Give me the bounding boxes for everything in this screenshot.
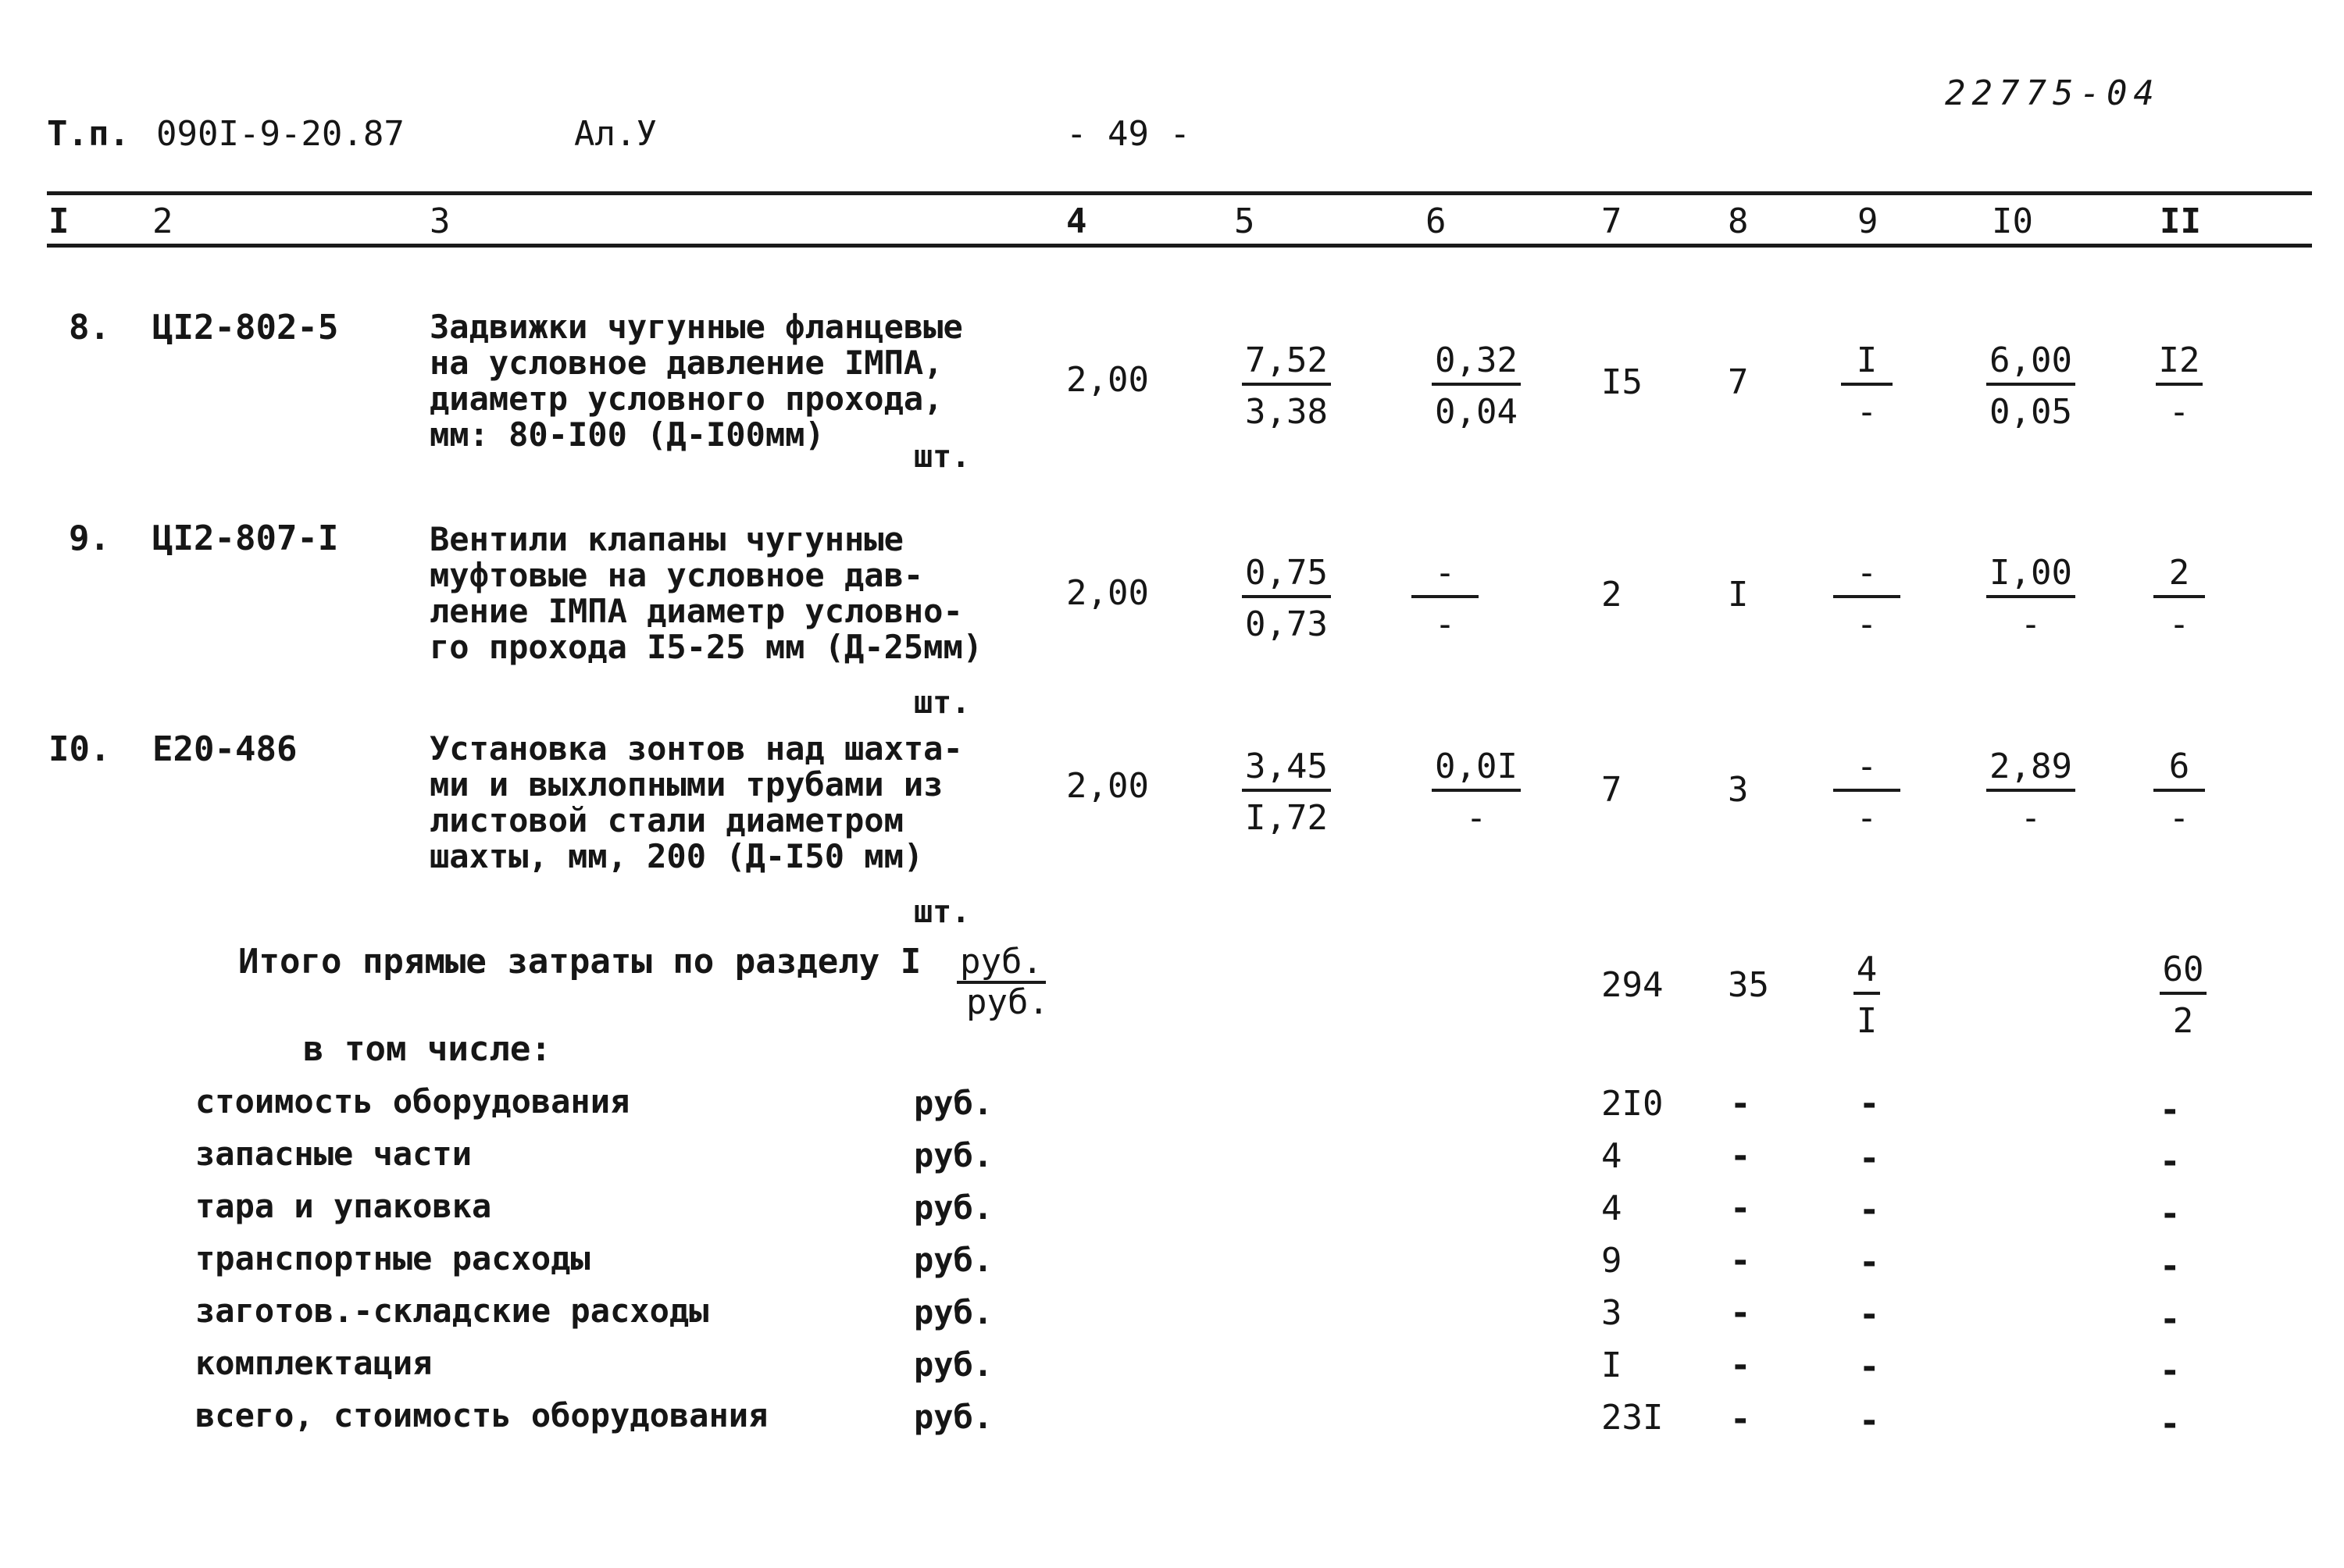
- row-9-col5-top: 0,75: [1242, 556, 1331, 598]
- breakdown-col9-spare-parts: -: [1859, 1139, 1880, 1178]
- row-8-col9-top: I: [1841, 344, 1893, 386]
- breakdown-col8-completing: -: [1730, 1345, 1751, 1385]
- total-col9-bottom: I: [1856, 1001, 1878, 1041]
- col-header-4: 4: [1066, 201, 1087, 241]
- row-8-col5-bottom: 3,38: [1245, 392, 1328, 432]
- breakdown-label-packaging: тара и упаковка: [195, 1187, 492, 1225]
- col-header-3: 3: [430, 201, 451, 241]
- row-8-col10-bottom: 0,05: [1989, 392, 2072, 432]
- breakdown-col11-completing: -: [2160, 1351, 2181, 1391]
- row-9-description: Вентили клапаны чугунные муфтовые на условное дав- ление IМПА диаметр условно- го прохода I5-25 мм (Д-25мм): [430, 520, 983, 666]
- row-9-col10-top: I,00: [1986, 556, 2075, 598]
- breakdown-col11-warehouse: -: [2160, 1299, 2181, 1339]
- breakdown-col7-packaging: 4: [1601, 1188, 1622, 1228]
- row-10-col11: [2140, 747, 2218, 838]
- row-10-col10: [1968, 747, 2093, 838]
- total-col9: [1843, 950, 1890, 1041]
- total-unit: [957, 942, 1058, 1022]
- row-9-col11: [2140, 553, 2218, 644]
- col-header-7: 7: [1601, 201, 1622, 241]
- breakdown-unit-transport: руб.: [914, 1241, 994, 1279]
- archive-number: 22775-04: [1945, 73, 2160, 113]
- row-9-col5: [1228, 553, 1345, 644]
- breakdown-col11-transport: -: [2160, 1246, 2181, 1286]
- breakdown-col7-warehouse: 3: [1601, 1293, 1622, 1333]
- including-label: в том числе:: [303, 1029, 551, 1069]
- breakdown-col8-packaging: -: [1730, 1188, 1751, 1228]
- total-col11-bottom: 2: [2172, 1001, 2194, 1041]
- row-9-col6-top: -: [1411, 556, 1479, 598]
- page-number: - 49 -: [1066, 114, 1190, 154]
- row-9-number: 9.: [69, 519, 110, 558]
- row-10-number: I0.: [48, 729, 111, 769]
- row-8-col11-top: I2: [2156, 344, 2203, 386]
- row-8-col5: [1228, 340, 1345, 432]
- col-header-6: 6: [1425, 201, 1447, 241]
- row-8-description: Задвижки чугунные фланцевые на условное давление IМПА, диаметр условного прохода, мм: 80-I00 (Д-I00мм): [430, 308, 963, 454]
- row-9-col6-bottom: -: [1434, 604, 1456, 644]
- breakdown-col7-completing: I: [1601, 1345, 1622, 1385]
- row-8-unit: шт.: [914, 439, 971, 475]
- row-8-col11: [2140, 340, 2218, 432]
- col-header-2: 2: [152, 201, 173, 241]
- row-10-col11-top: 6: [2153, 750, 2206, 792]
- breakdown-label-equipment: стоимость оборудования: [195, 1082, 630, 1121]
- col-header-9: 9: [1857, 201, 1878, 241]
- breakdown-col9-total-equipment: -: [1859, 1401, 1880, 1441]
- breakdown-col9-warehouse: -: [1859, 1295, 1880, 1335]
- breakdown-col11-total-equipment: -: [2160, 1404, 2181, 1444]
- breakdown-label-transport: транспортные расходы: [195, 1239, 590, 1278]
- row-10-col8: 3: [1728, 770, 1749, 810]
- tp-label: Т.п.: [47, 114, 130, 154]
- breakdown-label-warehouse: заготов.-складские расходы: [195, 1292, 709, 1330]
- row-9-col10-bottom: -: [2020, 604, 2042, 644]
- row-10-col5-bottom: I,72: [1245, 798, 1328, 838]
- row-10-col10-bottom: -: [2020, 798, 2042, 838]
- breakdown-col11-packaging: -: [2160, 1194, 2181, 1234]
- breakdown-label-spare-parts: запасные части: [195, 1135, 473, 1173]
- breakdown-col7-transport: 9: [1601, 1241, 1622, 1281]
- breakdown-col7-spare-parts: 4: [1601, 1136, 1622, 1176]
- row-8-col5-top: 7,52: [1242, 344, 1331, 386]
- row-10-col11-bottom: -: [2168, 798, 2190, 838]
- row-8-col10: [1968, 340, 2093, 432]
- breakdown-unit-total-equipment: руб.: [914, 1398, 994, 1436]
- album-label: Ал.У: [574, 114, 657, 154]
- row-9-col4: 2,00: [1066, 573, 1149, 613]
- row-8-col4: 2,00: [1066, 360, 1149, 400]
- breakdown-col7-equipment: 2I0: [1601, 1084, 1664, 1124]
- row-9-col8: I: [1728, 575, 1749, 615]
- breakdown-col9-completing: -: [1859, 1347, 1880, 1387]
- breakdown-col7-total-equipment: 23I: [1601, 1398, 1664, 1438]
- breakdown-col11-spare-parts: -: [2160, 1142, 2181, 1181]
- total-col11: [2152, 950, 2214, 1041]
- row-8-col6-bottom: 0,04: [1435, 392, 1518, 432]
- row-8-col11-bottom: -: [2168, 392, 2190, 432]
- row-10-col5: [1228, 747, 1345, 838]
- total-col8: 35: [1728, 965, 1769, 1005]
- tp-code: 090I-9-20.87: [156, 114, 405, 154]
- breakdown-unit-packaging: руб.: [914, 1188, 994, 1227]
- row-10-code: Е20-486: [152, 729, 298, 769]
- breakdown-unit-spare-parts: руб.: [914, 1136, 994, 1174]
- col-header-1: I: [48, 201, 70, 241]
- breakdown-col8-warehouse: -: [1730, 1293, 1751, 1333]
- row-8-col10-top: 6,00: [1986, 344, 2075, 386]
- total-unit-bottom: руб.: [966, 982, 1049, 1022]
- row-9-col7: 2: [1601, 575, 1622, 615]
- row-9-col9-bottom: -: [1856, 604, 1878, 644]
- total-col9-top: 4: [1853, 953, 1881, 995]
- row-8-col8: 7: [1728, 362, 1749, 402]
- row-9-col10: [1968, 553, 2093, 644]
- total-unit-top: руб.: [957, 945, 1046, 984]
- row-9-col9-top: -: [1833, 556, 1901, 598]
- breakdown-col9-transport: -: [1859, 1242, 1880, 1282]
- breakdown-col9-packaging: -: [1859, 1190, 1880, 1230]
- row-8-col6: [1418, 340, 1535, 432]
- breakdown-label-completing: комплектация: [195, 1344, 433, 1382]
- row-10-unit: шт.: [914, 894, 971, 930]
- row-10-col9-bottom: -: [1856, 798, 1878, 838]
- col-header-5: 5: [1234, 201, 1255, 241]
- total-col11-top: 60: [2160, 953, 2207, 995]
- row-8-number: 8.: [69, 308, 110, 347]
- breakdown-col8-transport: -: [1730, 1241, 1751, 1281]
- row-10-col9: [1828, 747, 1906, 838]
- breakdown-col8-total-equipment: -: [1730, 1399, 1751, 1439]
- col-header-11: II: [2160, 201, 2201, 241]
- col-header-10: I0: [1992, 201, 2033, 241]
- breakdown-unit-completing: руб.: [914, 1345, 994, 1384]
- breakdown-unit-warehouse: руб.: [914, 1293, 994, 1331]
- row-10-col9-top: -: [1833, 750, 1901, 792]
- breakdown-col11-equipment: -: [2160, 1090, 2181, 1130]
- row-10-col4: 2,00: [1066, 766, 1149, 806]
- row-8-code: ЦI2-802-5: [152, 308, 339, 347]
- row-8-col6-top: 0,32: [1432, 344, 1521, 386]
- breakdown-col8-spare-parts: -: [1730, 1136, 1751, 1176]
- row-9-unit: шт.: [914, 685, 971, 721]
- row-8-col7: I5: [1601, 362, 1643, 402]
- row-10-col6: [1418, 747, 1535, 838]
- row-10-col5-top: 3,45: [1242, 750, 1331, 792]
- row-9-col11-top: 2: [2153, 556, 2206, 598]
- row-8-col9: [1828, 340, 1906, 432]
- row-10-description: Установка зонтов над шахта- ми и выхлопными трубами из листовой стали диаметром шахты, мм, 200 (Д-I50 мм): [430, 729, 963, 875]
- row-9-col5-bottom: 0,73: [1245, 604, 1328, 644]
- row-10-col6-top: 0,0I: [1432, 750, 1521, 792]
- row-9-col6: [1406, 553, 1484, 644]
- col-header-8: 8: [1728, 201, 1749, 241]
- header-bottom-rule: [47, 244, 2312, 248]
- breakdown-unit-equipment: руб.: [914, 1084, 994, 1122]
- total-label: Итого прямые затраты по разделу I: [238, 942, 922, 982]
- row-9-col11-bottom: -: [2168, 604, 2190, 644]
- row-10-col6-bottom: -: [1465, 798, 1487, 838]
- row-9-code: ЦI2-807-I: [152, 519, 339, 558]
- breakdown-col8-equipment: -: [1730, 1084, 1751, 1124]
- breakdown-col9-equipment: -: [1859, 1084, 1880, 1124]
- header-top-rule: [47, 191, 2312, 195]
- breakdown-label-total-equipment: всего, стоимость оборудования: [195, 1396, 769, 1434]
- total-col7: 294: [1601, 965, 1664, 1005]
- row-9-col9: [1828, 553, 1906, 644]
- row-8-col9-bottom: -: [1856, 392, 1878, 432]
- row-10-col10-top: 2,89: [1986, 750, 2075, 792]
- row-10-col7: 7: [1601, 770, 1622, 810]
